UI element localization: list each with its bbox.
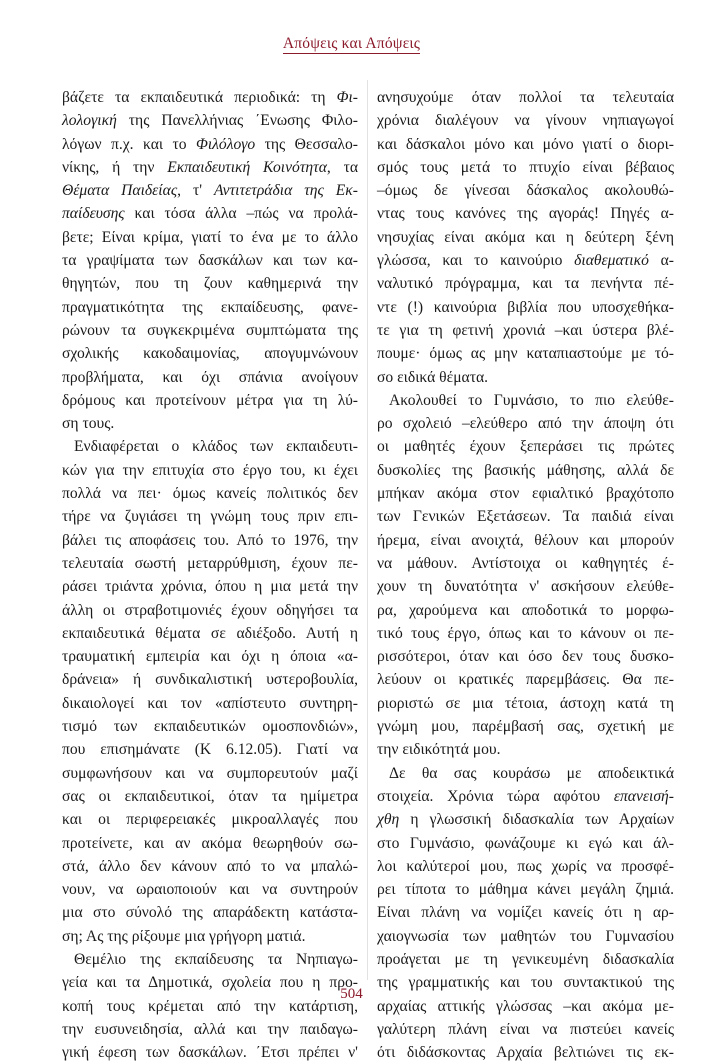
text-segment: τραυματική εμπειρία και όχι η όποια «α- [62, 648, 358, 666]
text-segment: των Γενικών Εξετάσεων. Τα παιδιά είναι [377, 508, 674, 526]
text-segment: τισμό των εκπαιδευτικών ομοσπονδιών», [62, 718, 358, 736]
text-line [62, 133, 358, 156]
text-line [377, 599, 674, 622]
text-segment: και οι περιφερειακές μικροαλλαγές που [62, 811, 358, 829]
text-line [62, 366, 358, 389]
text-line [377, 529, 674, 552]
text-segment: ρει τίποτα το μάθημα κάνει μεγάλη ζημιά. [377, 881, 674, 899]
text-segment: κών για την επιτυχία στο έργο του, κι έχει [62, 461, 358, 479]
text-segment: χρόνια διαλέγουν να γίνουν νηπιαγωγοί [377, 112, 674, 130]
text-line [377, 715, 674, 738]
text-line [62, 599, 358, 622]
text-segment: τε για τη φετινή χρονιά –και ύστερα βλέ- [377, 321, 674, 339]
text-segment: γεία και τα Δημοτικά, σχολεία που η προ- [62, 974, 358, 992]
text-line [377, 319, 674, 342]
text-line [377, 366, 674, 389]
text-segment: χαιογνωσία των μαθητών του Γυμνασίου [377, 927, 674, 945]
text-line [377, 785, 674, 808]
text-segment: ναλυτικό πρόγραμμα, και τα πενήντα πέ- [377, 275, 674, 293]
text-segment: τελευταία σωστή μεταρρύθμιση, έχουν πε- [62, 554, 358, 572]
text-line [377, 645, 674, 668]
text-segment: της Πανελλήνιας ΄Ενωσης Φιλο- [116, 112, 358, 130]
left-column [62, 86, 358, 1064]
text-line [62, 529, 358, 552]
text-segment: ήρεμα, είναι ανοιχτά, θέλουν και μπορούν [377, 531, 674, 549]
text-segment: της Θεσσαλο- [255, 135, 358, 153]
text-segment: που επισημάνατε (Κ 6.12.05). Γιατί να [62, 741, 358, 759]
running-title: Απόψεις και Απόψεις [282, 35, 421, 52]
text-line [377, 296, 674, 319]
text-line [62, 179, 358, 202]
text-segment: προτείνετε, και αν ακόμα θεωρηθούν σω- [62, 834, 358, 852]
italic-text: Αντιτετράδια της Εκ- [214, 182, 358, 200]
text-line [377, 901, 674, 924]
text-segment: , τα [326, 158, 358, 176]
text-segment: σο ειδικά θέματα. [377, 368, 489, 386]
text-segment: δικαιολογεί και τον «απίστευτο συντηρη- [62, 694, 358, 712]
text-line [377, 692, 674, 715]
italic-text: Θέματα Παιδείας [62, 182, 178, 200]
text-segment: σας οι εκπαιδευτικοί, όταν τα ημίμετρα [62, 787, 358, 805]
text-segment: μια στο σύνολό της απαράδεκτη κατάστα- [62, 904, 358, 922]
text-segment: στοιχεία. Χρόνια τώρα αφότου [377, 787, 614, 805]
text-segment: νησυχίας είναι ακόμα και η δεύτερη ξένη [377, 228, 674, 246]
italic-text: παίδευσης [62, 205, 125, 223]
text-line [377, 435, 674, 458]
text-line [62, 249, 358, 272]
text-segment: –όμως δε γίνεσαι δάσκαλος ακολουθώ- [377, 182, 674, 200]
text-line [377, 1018, 674, 1041]
text-segment: βάλει τις αποφάσεις του. Από το 1976, την [62, 531, 358, 549]
text-segment: βάζετε τα εκπαιδευτικά περιοδικά: τη [62, 89, 337, 106]
text-segment: και δάσκαλοι μόνο και μόνο γιατί ο διορι- [377, 135, 674, 153]
text-segment: τήρε να ζυγιάσει τη γνώμη τους πριν επι- [62, 508, 358, 526]
text-line [377, 762, 674, 785]
text-segment: δράνεια» ή συνδικαλιστική υστεροβουλία, [62, 671, 358, 689]
italic-text: λολογική [62, 112, 117, 130]
text-segment: ρα, χαρούμενα και αποδοτικά το μορφω- [377, 601, 674, 619]
italic-text: επανεισή- [613, 787, 674, 805]
text-segment: να μάθουν. Αντίστοιχα οι καθηγητές έ- [377, 554, 674, 572]
text-line [62, 296, 358, 319]
text-segment: η γλωσσική διδασκαλία των Αρχαίων [399, 811, 674, 829]
text-segment: την ειδικότητά μου. [377, 741, 501, 759]
text-line [377, 575, 674, 598]
text-line [377, 389, 674, 412]
italic-text: διαθεματικό [574, 252, 649, 270]
text-segment: ση; Ας της ρίξουμε μια γρήγορη ματιά. [62, 927, 306, 945]
text-segment: κοπή τους κρέμεται από την κατάρτιση, [62, 997, 358, 1015]
text-line [377, 948, 674, 971]
text-line [377, 109, 674, 132]
text-segment: ρο σχολειό –ελεύθερο από την άποψη ότι [377, 415, 674, 433]
text-line [377, 1041, 674, 1064]
text-line [377, 505, 674, 528]
text-segment: θηγητών, που τη ζουν καθημερινά την [62, 275, 358, 293]
text-line [62, 552, 358, 575]
text-line [377, 925, 674, 948]
text-line [62, 692, 358, 715]
text-segment: στο Γυμνάσιο, φωνάζουμε κι εγώ και άλ- [377, 834, 674, 852]
text-segment: τα γραψίματα των δασκάλων και των κα- [62, 252, 358, 270]
text-segment: λόγων π.χ. και το [62, 135, 196, 153]
text-line [62, 762, 358, 785]
column-divider [367, 80, 368, 980]
text-segment: ση τους. [62, 415, 115, 433]
text-line [62, 668, 358, 691]
running-header [0, 33, 703, 53]
text-line [62, 342, 358, 365]
text-segment: γαλύτερη πλάνη είναι να πιστεύει κανείς [377, 1020, 674, 1038]
text-segment: πολλά να πει· όμως κανείς πολιτικός δεν [62, 485, 358, 503]
text-line [62, 202, 358, 225]
text-line [377, 668, 674, 691]
text-line [377, 156, 674, 179]
italic-text: Εκπαιδευτική Κοινότητα [167, 158, 327, 176]
text-line [377, 342, 674, 365]
text-segment: λεύουν οι κρατικές παρεμβάσεις. Θα πε- [377, 671, 674, 689]
text-line [62, 925, 358, 948]
text-line [62, 86, 358, 109]
text-line [377, 738, 674, 761]
text-line [62, 808, 358, 831]
text-segment: νίκης, ή την [62, 158, 168, 176]
text-line [62, 389, 358, 412]
text-line [377, 86, 674, 109]
text-segment: της γραμματικής και του συντακτικού της [377, 974, 674, 992]
text-line [62, 878, 358, 901]
text-line [62, 645, 358, 668]
page-number: 504 [340, 986, 363, 1002]
text-segment: προάγεται με τη γενικευμένη διδασκαλία [377, 950, 674, 968]
text-segment: προβλήματα, και όχι σπάνια ανοίγουν [62, 368, 358, 386]
text-line [62, 505, 358, 528]
text-segment: ντας τους κανόνες της αγοράς! Πηγές α- [377, 205, 674, 223]
text-segment: βετε; Είναι κρίμα, γιατί το ένα με το άλλο [62, 228, 358, 246]
italic-text: Φι- [336, 89, 358, 106]
text-segment: λοι καλύτεροί μου, πως χωρίς να προσφέ- [377, 857, 674, 875]
text-line [62, 785, 358, 808]
text-line [377, 832, 674, 855]
text-segment: μπήκαν ακόμα στον εφιαλτικό βραχότοπο [377, 485, 674, 503]
text-line [377, 482, 674, 505]
text-line [377, 808, 674, 831]
text-line [377, 179, 674, 202]
text-segment: οι μαθητές έχουν ξεπεράσει τις πρώτες [377, 438, 674, 456]
text-segment: Ακολουθεί το Γυμνάσιο, το πιο ελεύθε- [389, 391, 674, 409]
text-line [62, 1041, 358, 1064]
text-segment: νουν, να ωραιοποιούν και να συντηρούν [62, 881, 358, 899]
text-segment: δυσκολίες της βασικής μάθησης, αλλά δε [377, 461, 674, 479]
italic-text: Φιλόλογο [195, 135, 256, 153]
text-line [377, 855, 674, 878]
text-segment: εκπαιδευτικά θέματα σε αδιέξοδο. Αυτή η [62, 624, 358, 642]
text-line [377, 412, 674, 435]
text-segment: ανησυχούμε όταν πολλοί τα τελευταία [377, 89, 674, 106]
text-segment: δρόμους και προτείνουν μέτρα για τη λύ- [62, 391, 358, 409]
text-segment: στά, άλλο δεν κάνουν από το να μπαλώ- [62, 857, 358, 875]
text-line [62, 109, 358, 132]
text-segment: Ενδιαφέρεται ο κλάδος των εκπαιδευτι- [74, 438, 358, 456]
text-line [62, 156, 358, 179]
text-segment: σμός τους μετά το πτυχίο είναι βέβαιος [377, 158, 674, 176]
text-line [377, 272, 674, 295]
text-line [377, 226, 674, 249]
text-segment: χουν τη δυνατότητα ν' ασκήσουν ελεύθε- [377, 578, 674, 596]
text-segment: ράσει τριάντα χρόνια, όπου η μια μετά την [62, 578, 358, 596]
text-line [62, 622, 358, 645]
text-segment: , τ' [177, 182, 215, 200]
text-segment: α- [648, 252, 674, 270]
text-line [377, 202, 674, 225]
text-segment: Είναι πλάνη να νομίζει κανείς ότι η αρ- [377, 904, 674, 922]
text-line [62, 482, 358, 505]
text-segment: Θεμέλιο της εκπαίδευσης τα Νηπιαγω- [74, 950, 358, 968]
text-segment: γνώμη μου, παρέμβασή σας, σχετική με [377, 718, 674, 736]
text-line [62, 715, 358, 738]
text-segment: αρχαίας αττικής γλώσσας –και ακόμα με- [377, 997, 674, 1015]
text-segment: ντε (!) καινούρια βιβλία που υποσχεθήκα- [377, 298, 674, 316]
text-line [62, 575, 358, 598]
text-line [62, 272, 358, 295]
text-line [62, 319, 358, 342]
text-segment: σχολικής κακοδαιμονίας, απογυμνώνουν [62, 345, 358, 363]
text-segment: άλλη οι στραβοτιμονιές έχουν οδηγήσει τα [62, 601, 358, 619]
text-line [377, 622, 674, 645]
text-segment: τικό τους έργο, όπως και το κάνουν οι πε- [377, 624, 674, 642]
text-line [62, 1018, 358, 1041]
right-column [377, 86, 674, 1064]
text-segment: και τόσα άλλα –πώς να προλά- [124, 205, 358, 223]
text-segment: συμφωνήσουν και να συμπορευτούν μαζί [62, 764, 358, 782]
text-line [377, 249, 674, 272]
text-segment: γλώσσα, και το καινούριο [377, 252, 575, 270]
text-segment: πουμε· όμως ας μην καταπιαστούμε με τό- [377, 345, 674, 363]
text-line [62, 412, 358, 435]
text-segment: πραγματικότητα της εκπαίδευσης, φανε- [62, 298, 358, 316]
text-line [62, 459, 358, 482]
text-segment: ότι διδάσκοντας Αρχαία βελτιώνει τις εκ- [377, 1044, 674, 1062]
text-line [377, 878, 674, 901]
text-line [62, 948, 358, 971]
text-segment: Δε θα σας κουράσω με αποδεικτικά [389, 764, 674, 782]
text-segment: ριοριστώ σε μια τέτοια, άστοχη κατά τη [377, 694, 674, 712]
text-line [62, 226, 358, 249]
text-line [62, 901, 358, 924]
text-segment: ρώνουν τα συγκεκριμένα συμπτώματα της [62, 321, 358, 339]
text-line [62, 435, 358, 458]
text-line [62, 738, 358, 761]
text-line [377, 459, 674, 482]
text-line [377, 552, 674, 575]
text-segment: την ευσυνειδησία, αλλά και την παιδαγω- [62, 1020, 358, 1038]
text-line [62, 832, 358, 855]
text-line [377, 133, 674, 156]
text-line [62, 855, 358, 878]
text-segment: γική έφεση των δασκάλων. ΄Ετσι πρέπει ν' [62, 1044, 358, 1062]
italic-text: χθη [377, 811, 400, 829]
text-segment: ρισσότεροι, όταν και όσο δεν τους δυσκο- [377, 648, 674, 666]
